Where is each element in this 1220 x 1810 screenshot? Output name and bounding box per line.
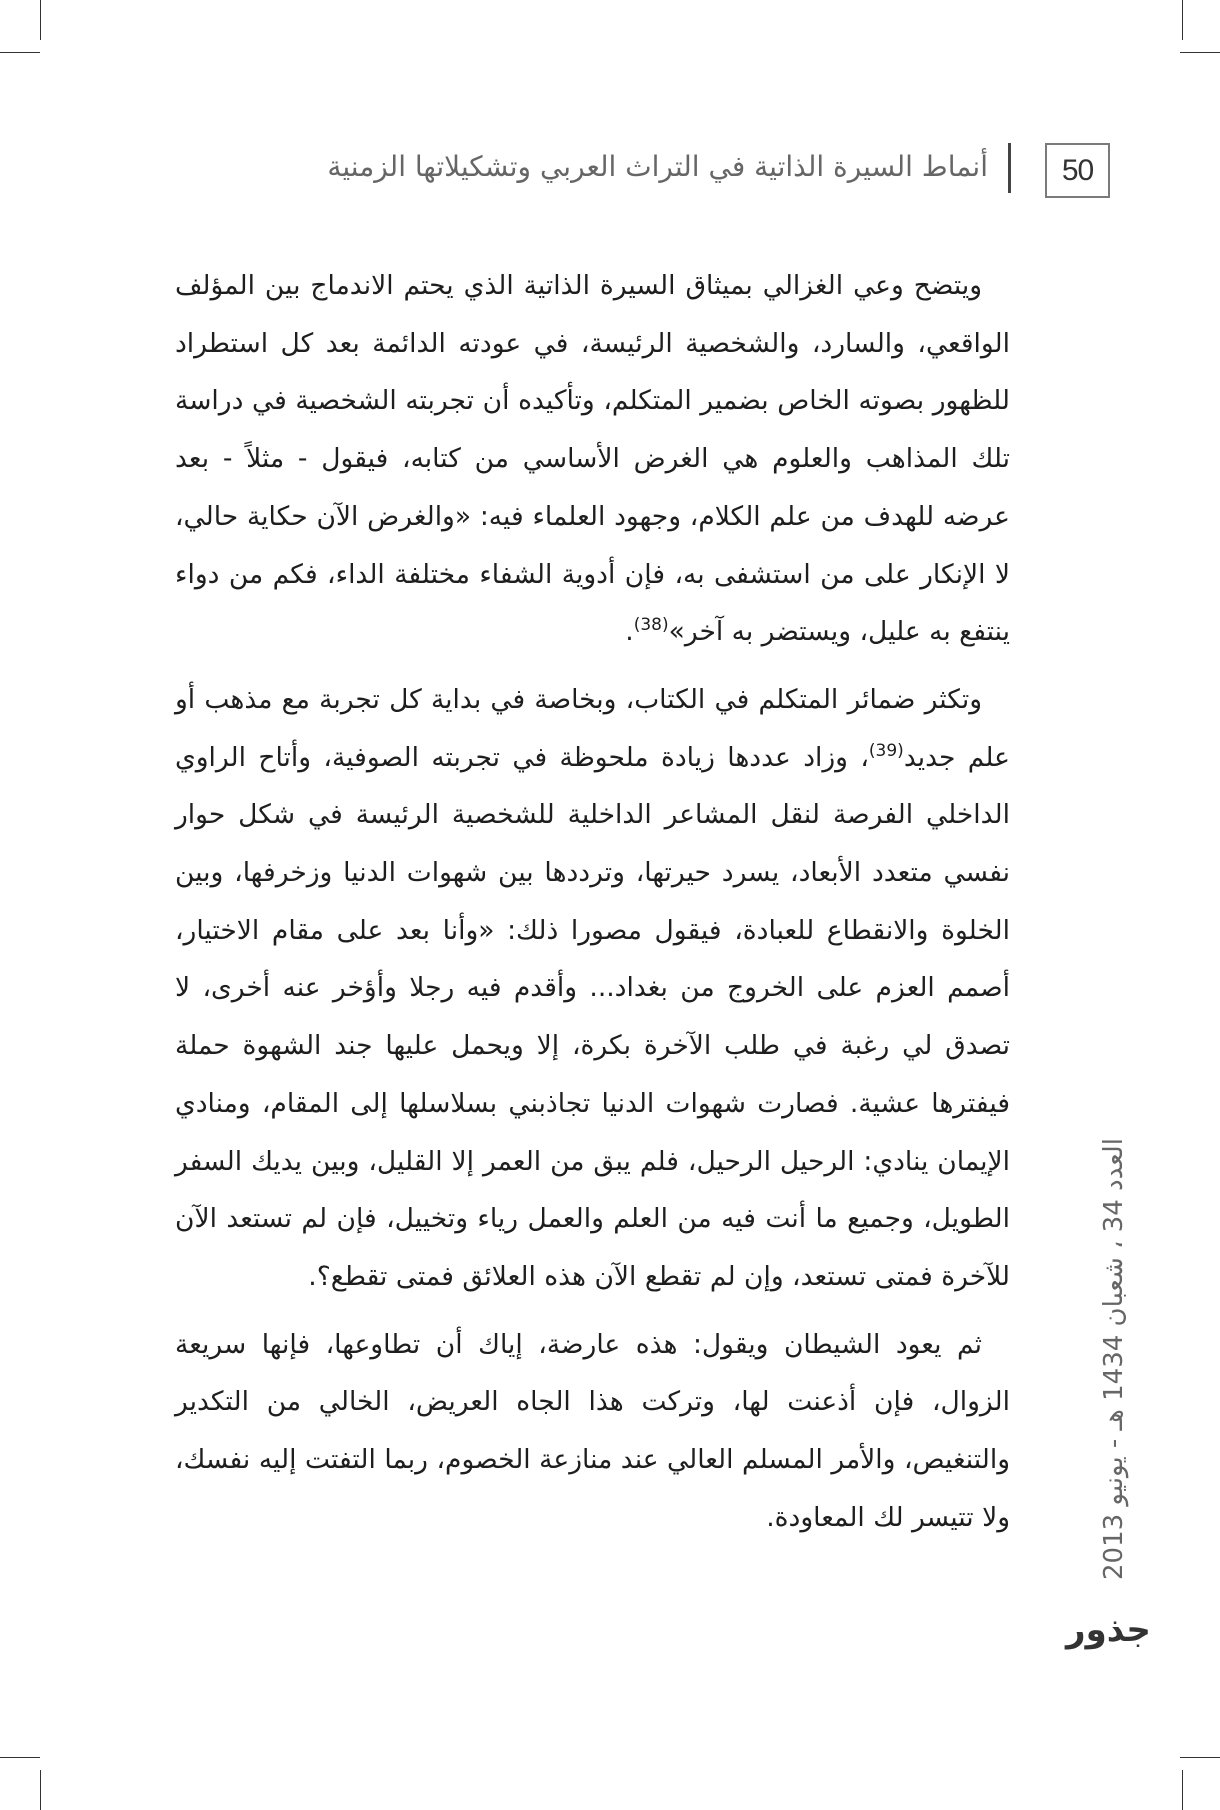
page-number: 50 xyxy=(1045,143,1110,198)
article-body xyxy=(175,257,1010,1556)
crop-mark-bottom-right-h xyxy=(1180,1757,1220,1758)
crop-mark-top-left-h xyxy=(0,52,40,53)
crop-mark-top-right-h xyxy=(1180,52,1220,53)
crop-mark-bottom-right-v xyxy=(1182,1770,1183,1810)
crop-mark-top-left-v xyxy=(40,0,41,40)
footnote-marker: (39) xyxy=(868,740,904,761)
paragraph xyxy=(175,1316,1010,1547)
crop-mark-bottom-left-h xyxy=(0,1757,40,1758)
footnote-marker: (38) xyxy=(633,615,669,636)
issue-imprint-text: العدد 34 ، شعبان 1434 هـ - يونيو 2013 xyxy=(1099,1138,1129,1580)
running-title: أنماط السيرة الذاتية في التراث العربي وتشكيلاتها الزمنية xyxy=(327,150,988,183)
paragraph-text: ويتضح وعي الغزالي بميثاق السيرة الذاتية الذي يحتم الاندماج بين المؤلف الواقعي، والسارد، والشخصية الرئيسة، في عودته الدائمة بعد كل استطراد للظهور بصوته الخاص بضمير المتكلم، وتأكيده أن تجربته الشخصية في دراسة تلك المذاهب والعلوم هي الغرض الأساسي من كتابه، فيقول - مثلاً - بعد عرضه للهدف من علم الكلام، وجهود العلماء فيه: «والغرض الآن حكاية حالي، لا الإنكار على من استشفى به، فإن أدوية الشفاء مختلفة الداء، فكم من دواء ينتفع به عليل، ويستضر به آخر» xyxy=(175,270,1010,648)
paragraph-text: وتكثر ضمائر المتكلم في الكتاب، وبخاصة في بداية كل تجربة مع مذهب أو علم جديد xyxy=(175,683,1010,773)
crop-mark-top-right-v xyxy=(1182,0,1183,40)
paragraph-text: ، وزاد عددها زيادة ملحوظة في تجربته الصوفية، وأتاح الراوي الداخلي الفرصة لنقل المشاعر الداخلية للشخصية الرئيسة في شكل حوار نفسي متعدد الأبعاد، يسرد حيرتها، وترددها بين شهوات الدنيا وزخرفها، وبين الخلوة والانقطاع للعبادة، فيقول مصورا ذلك: «وأنا بعد على مقام الاختيار، أصمم العزم على الخروج من بغداد... وأقدم فيه رجلا وأؤخر عنه أخرى، لا تصدق لي رغبة في طلب الآخرة بكرة، إلا ويحمل عليها جند الشهوة حملة فيفترها عشية. فصارت شهوات الدنيا تجاذبني بسلاسلها إلى المقام، ومنادي الإيمان ينادي: الرحيل الرحيل، فلم يبق من العمر إلا القليل، وبين يديك السفر الطويل، وجميع ما أنت فيه من العلم والعمل رياء وتخييل، فإن لم تستعد الآن للآخرة فمتى تستعد، وإن لم تقطع الآن هذه العلائق فمتى تقطع؟. xyxy=(175,741,1010,1292)
paragraph xyxy=(175,671,1010,1306)
paragraph xyxy=(175,257,1010,661)
issue-imprint xyxy=(1099,1138,1129,1580)
header-divider xyxy=(1008,143,1011,193)
paragraph-text: ثم يعود الشيطان ويقول: هذه عارضة، إياك أن تطاوعها، فإنها سريعة الزوال، فإن أذعنت لها، وتركت هذا الجاه العريض، الخالي من التكدير والتنغيص، والأمر المسلم العالي عند منازعة الخصوم، ربما التفتت إليه نفسك، ولا تتيسر لك المعاودة. xyxy=(175,1328,1010,1533)
journal-logo: جذور xyxy=(1066,1610,1151,1650)
paragraph-text: . xyxy=(625,616,634,648)
crop-mark-bottom-left-v xyxy=(40,1770,41,1810)
